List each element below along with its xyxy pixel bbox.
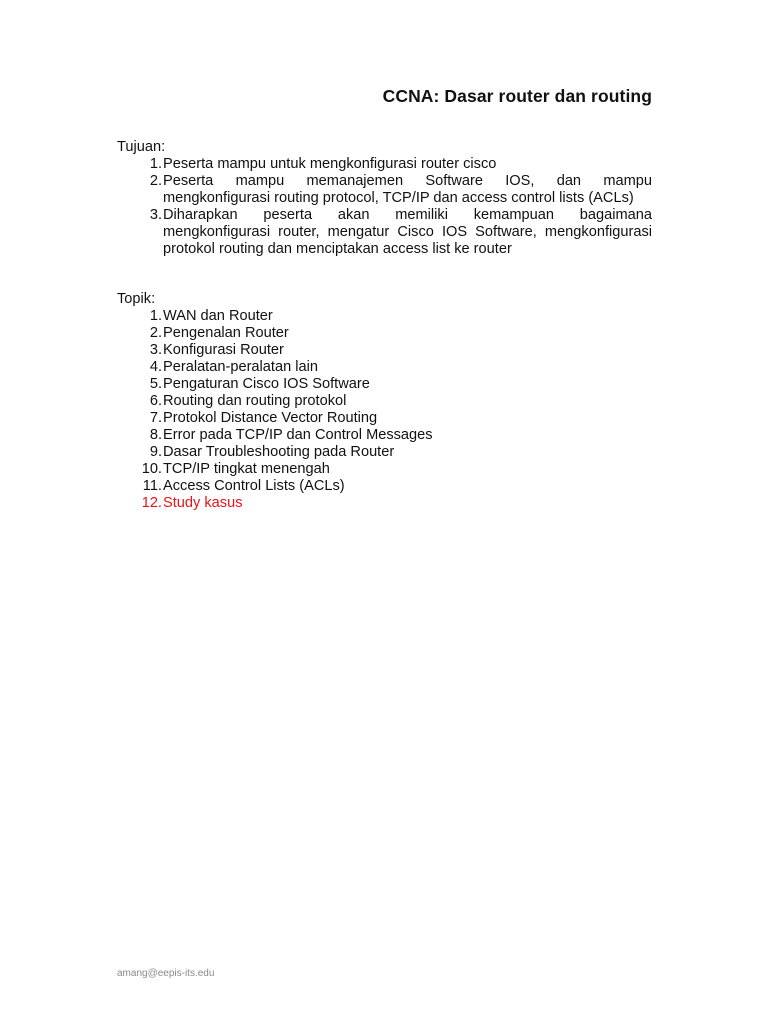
list-item-text: Peserta mampu memanajemen Software IOS, dan mampu mengkonfigurasi routing protocol, TCP/IP dan access control lists (ACLs)	[163, 173, 652, 206]
list-item	[117, 156, 652, 173]
list-item	[117, 393, 652, 410]
list-item-number: 2.	[149, 173, 162, 189]
list-item	[117, 376, 652, 393]
list-item-number: 1.	[149, 156, 162, 172]
topics-list	[117, 308, 652, 512]
list-item	[117, 444, 652, 461]
list-item-highlighted	[117, 495, 652, 512]
list-item-number: 11.	[142, 478, 162, 494]
list-item-number: 1.	[149, 308, 162, 324]
list-item-text: Pengenalan Router	[163, 325, 289, 341]
list-item-number: 2.	[149, 325, 162, 341]
topics-section	[117, 291, 652, 512]
list-item	[117, 410, 652, 427]
topics-label: Topik:	[117, 291, 156, 307]
list-item	[117, 308, 652, 325]
list-item-number: 6.	[149, 393, 162, 409]
list-item	[117, 427, 652, 444]
document-title: CCNA: Dasar router dan routing	[382, 86, 652, 106]
list-item	[117, 342, 652, 359]
list-item-text: WAN dan Router	[163, 308, 273, 324]
objectives-section	[117, 139, 652, 258]
list-item-number: 10.	[141, 461, 162, 477]
list-item	[117, 478, 652, 495]
list-item	[117, 359, 652, 376]
list-item-text: TCP/IP tingkat menengah	[163, 461, 330, 477]
list-item-text: Dasar Troubleshooting pada Router	[163, 444, 395, 460]
list-item-text: Routing dan routing protokol	[163, 393, 347, 409]
footer-email: amang@eepis-its.edu	[117, 968, 215, 979]
list-item-text: Konfigurasi Router	[163, 342, 284, 358]
list-item-number: 8.	[149, 427, 162, 443]
objectives-list	[117, 156, 652, 258]
list-item-number: 7.	[149, 410, 162, 426]
list-item-text: Protokol Distance Vector Routing	[163, 410, 378, 426]
list-item-number: 5.	[149, 376, 162, 392]
list-item-text: Peralatan-peralatan lain	[163, 359, 318, 375]
list-item	[117, 461, 652, 478]
list-item	[117, 207, 652, 258]
list-item-text: Peserta mampu untuk mengkonfigurasi router cisco	[163, 156, 497, 172]
list-item-number: 3.	[149, 342, 162, 358]
list-item-text: Error pada TCP/IP dan Control Messages	[163, 427, 433, 443]
list-item-number: 3.	[149, 207, 162, 223]
list-item	[117, 325, 652, 342]
objectives-label: Tujuan:	[117, 139, 166, 155]
list-item-number: 4.	[149, 359, 162, 375]
list-item-text: Access Control Lists (ACLs)	[163, 478, 345, 494]
list-item-text: Study kasus	[163, 495, 243, 511]
list-item-number: 9.	[149, 444, 162, 460]
list-item	[117, 173, 652, 207]
list-item-number: 12.	[141, 495, 162, 511]
list-item-text: Diharapkan peserta akan memiliki kemampuan bagaimana mengkonfigurasi router, mengatur Cisco IOS Software, mengkonfigurasi protokol routing dan menciptakan access list ke router	[163, 207, 652, 257]
list-item-text: Pengaturan Cisco IOS Software	[163, 376, 370, 392]
